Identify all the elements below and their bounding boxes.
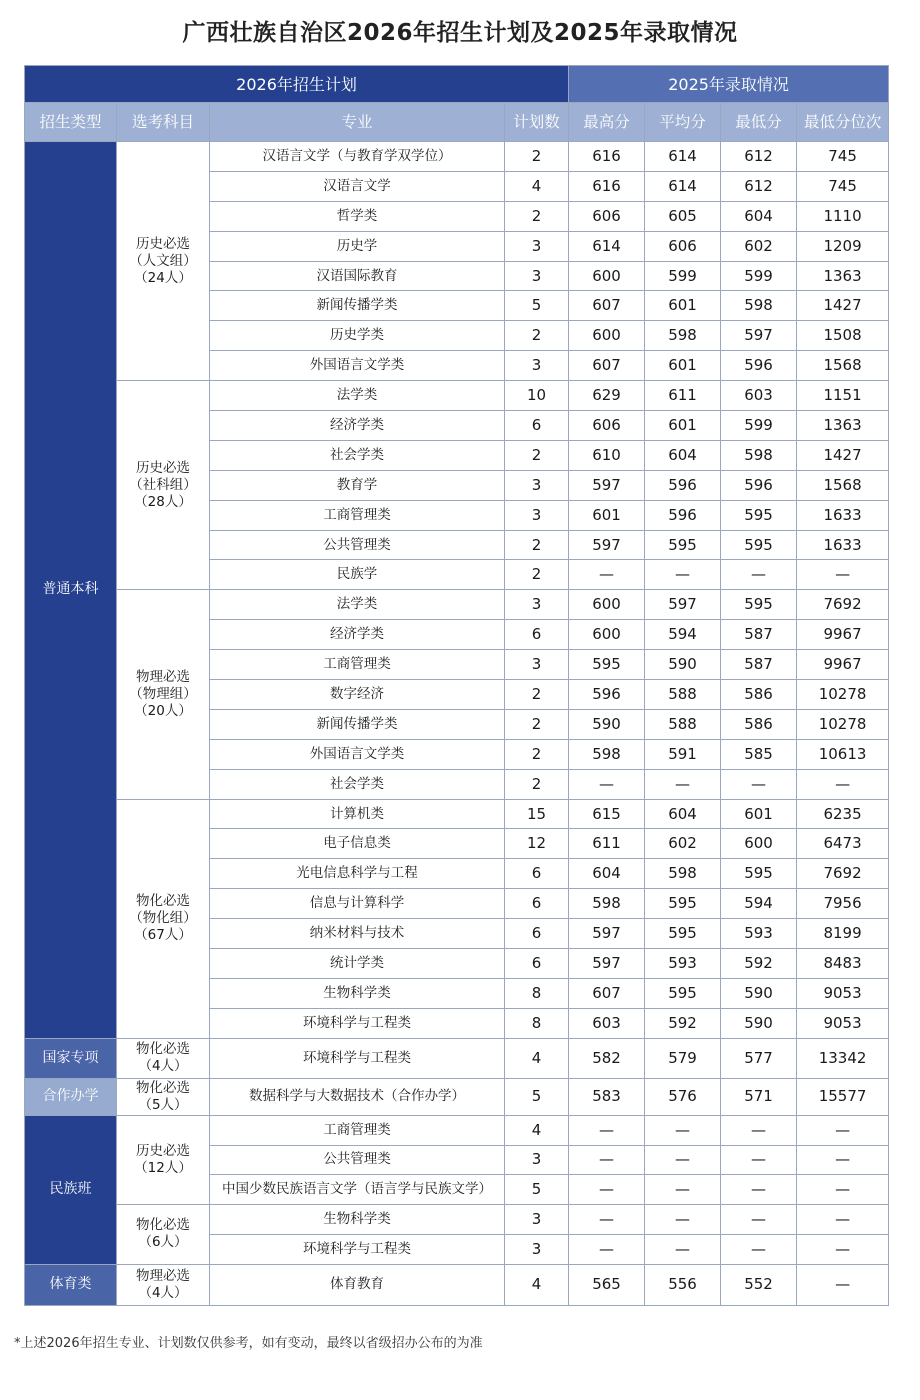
max-score-cell: 607: [569, 978, 645, 1008]
min-score-cell: 587: [721, 620, 797, 650]
footnote: *上述2026年招生专业、计划数仅供参考，如有变动，最终以省级招办公布的为准: [14, 1336, 483, 1351]
table-row: [25, 1038, 889, 1078]
plan-count-cell: 2: [505, 142, 569, 172]
avg-score-cell: 601: [645, 351, 721, 381]
min-score-cell: 590: [721, 978, 797, 1008]
min-rank-cell: 8199: [797, 919, 889, 949]
major-cell: 公共管理类: [210, 1145, 505, 1175]
min-rank-cell: 10278: [797, 680, 889, 710]
avg-score-cell: —: [645, 1234, 721, 1264]
min-score-cell: 587: [721, 650, 797, 680]
max-score-cell: —: [569, 1115, 645, 1145]
min-rank-cell: —: [797, 1175, 889, 1205]
max-score-cell: 598: [569, 739, 645, 769]
min-score-cell: 601: [721, 799, 797, 829]
major-cell: 信息与计算科学: [210, 889, 505, 919]
page-title: 广西壮族自治区2026年招生计划及2025年录取情况: [182, 20, 738, 46]
max-score-cell: 614: [569, 231, 645, 261]
plan-count-cell: 6: [505, 620, 569, 650]
col-header-max: 最高分: [569, 103, 645, 142]
plan-count-cell: 6: [505, 889, 569, 919]
min-rank-cell: 15577: [797, 1078, 889, 1115]
subject-group-line: 物化必选: [136, 893, 190, 910]
subject-group-line: （20人）: [134, 702, 192, 719]
min-score-cell: 577: [721, 1038, 797, 1078]
major-cell: 外国语言文学类: [210, 351, 505, 381]
subject-group-line: 历史必选: [136, 459, 190, 476]
plan-count-cell: 3: [505, 650, 569, 680]
major-cell: 电子信息类: [210, 829, 505, 859]
plan-count-cell: 5: [505, 1078, 569, 1115]
max-score-cell: 597: [569, 470, 645, 500]
min-rank-cell: 10613: [797, 739, 889, 769]
min-rank-cell: 1568: [797, 470, 889, 500]
max-score-cell: 629: [569, 381, 645, 411]
major-cell: 民族学: [210, 560, 505, 590]
min-rank-cell: 13342: [797, 1038, 889, 1078]
max-score-cell: 615: [569, 799, 645, 829]
max-score-cell: 607: [569, 351, 645, 381]
avg-score-cell: 556: [645, 1264, 721, 1305]
min-score-cell: 596: [721, 351, 797, 381]
major-cell: 中国少数民族语言文学（语言学与民族文学）: [210, 1175, 505, 1205]
plan-count-cell: 3: [505, 590, 569, 620]
major-cell: 汉语言文学: [210, 171, 505, 201]
min-score-cell: —: [721, 1175, 797, 1205]
major-cell: 工商管理类: [210, 500, 505, 530]
admission-table: [24, 65, 889, 1306]
max-score-cell: —: [569, 1145, 645, 1175]
min-score-cell: 586: [721, 680, 797, 710]
plan-group-header: 2026年招生计划: [25, 66, 569, 103]
avg-score-cell: 588: [645, 709, 721, 739]
table-row: [25, 799, 889, 829]
col-header-avg: 平均分: [645, 103, 721, 142]
min-score-cell: 598: [721, 440, 797, 470]
min-score-cell: 612: [721, 142, 797, 172]
subject-group-cell: [117, 799, 210, 1038]
plan-count-cell: 6: [505, 949, 569, 979]
subject-group-line: 物理必选: [136, 668, 190, 685]
min-score-cell: 604: [721, 201, 797, 231]
subject-group-line: （4人）: [138, 1284, 188, 1301]
min-rank-cell: 1568: [797, 351, 889, 381]
avg-score-cell: 595: [645, 919, 721, 949]
plan-count-cell: 3: [505, 470, 569, 500]
max-score-cell: —: [569, 560, 645, 590]
plan-count-cell: 4: [505, 1264, 569, 1305]
min-rank-cell: —: [797, 560, 889, 590]
max-score-cell: 606: [569, 201, 645, 231]
avg-score-cell: 602: [645, 829, 721, 859]
max-score-cell: 600: [569, 261, 645, 291]
avg-score-cell: 591: [645, 739, 721, 769]
min-score-cell: 571: [721, 1078, 797, 1115]
subject-group-line: （28人）: [134, 493, 192, 510]
major-cell: 外国语言文学类: [210, 739, 505, 769]
avg-score-cell: —: [645, 1175, 721, 1205]
max-score-cell: 611: [569, 829, 645, 859]
max-score-cell: 597: [569, 919, 645, 949]
subject-group-line: （67人）: [134, 927, 192, 944]
avg-score-cell: 588: [645, 680, 721, 710]
plan-count-cell: 2: [505, 201, 569, 231]
subject-group-cell: [117, 1078, 210, 1115]
min-score-cell: 603: [721, 381, 797, 411]
max-score-cell: 616: [569, 171, 645, 201]
major-cell: 历史学类: [210, 321, 505, 351]
subject-group-line: （5人）: [138, 1096, 188, 1113]
table-row: [25, 381, 889, 411]
subject-group-line: （物理组）: [129, 685, 197, 702]
avg-score-cell: 590: [645, 650, 721, 680]
subject-group-cell: [117, 381, 210, 590]
min-score-cell: —: [721, 769, 797, 799]
col-header-min-rank: 最低分位次: [797, 103, 889, 142]
major-cell: 工商管理类: [210, 650, 505, 680]
admission-type-cell: 民族班: [25, 1115, 117, 1264]
min-rank-cell: 1508: [797, 321, 889, 351]
min-rank-cell: 1427: [797, 291, 889, 321]
max-score-cell: 565: [569, 1264, 645, 1305]
max-score-cell: 604: [569, 859, 645, 889]
avg-score-cell: —: [645, 1205, 721, 1235]
col-header-min: 最低分: [721, 103, 797, 142]
subject-group-line: 历史必选: [136, 1142, 190, 1159]
max-score-cell: 600: [569, 590, 645, 620]
max-score-cell: 600: [569, 321, 645, 351]
plan-count-cell: 4: [505, 171, 569, 201]
min-rank-cell: 1427: [797, 440, 889, 470]
min-score-cell: 599: [721, 411, 797, 441]
table-row: [25, 142, 889, 172]
min-rank-cell: 1363: [797, 261, 889, 291]
major-cell: 新闻传播学类: [210, 291, 505, 321]
major-cell: 汉语言文学（与教育学双学位）: [210, 142, 505, 172]
col-header-type: 招生类型: [25, 103, 117, 142]
table-row: [25, 1264, 889, 1305]
major-cell: 社会学类: [210, 769, 505, 799]
min-rank-cell: 7692: [797, 590, 889, 620]
max-score-cell: 610: [569, 440, 645, 470]
max-score-cell: —: [569, 1234, 645, 1264]
plan-count-cell: 10: [505, 381, 569, 411]
min-rank-cell: 1633: [797, 530, 889, 560]
major-cell: 法学类: [210, 381, 505, 411]
plan-count-cell: 3: [505, 231, 569, 261]
plan-count-cell: 4: [505, 1115, 569, 1145]
table-row: [25, 1078, 889, 1115]
plan-count-cell: 12: [505, 829, 569, 859]
max-score-cell: 603: [569, 1008, 645, 1038]
plan-count-cell: 8: [505, 1008, 569, 1038]
plan-count-cell: 2: [505, 769, 569, 799]
major-cell: 环境科学与工程类: [210, 1008, 505, 1038]
subject-group-cell: [117, 1264, 210, 1305]
max-score-cell: 582: [569, 1038, 645, 1078]
avg-score-cell: 598: [645, 859, 721, 889]
admission-type-cell: 体育类: [25, 1264, 117, 1305]
plan-count-cell: 15: [505, 799, 569, 829]
max-score-cell: 597: [569, 530, 645, 560]
plan-count-cell: 2: [505, 530, 569, 560]
major-cell: 经济学类: [210, 411, 505, 441]
subject-group-line: 历史必选: [136, 235, 190, 252]
plan-count-cell: 6: [505, 919, 569, 949]
avg-score-cell: —: [645, 1145, 721, 1175]
avg-score-cell: 594: [645, 620, 721, 650]
min-score-cell: 586: [721, 709, 797, 739]
min-score-cell: 600: [721, 829, 797, 859]
plan-count-cell: 3: [505, 1145, 569, 1175]
plan-count-cell: 3: [505, 261, 569, 291]
admission-type-cell: 国家专项: [25, 1038, 117, 1078]
table-body: [25, 142, 889, 1306]
subject-group-line: （4人）: [138, 1058, 188, 1075]
plan-count-cell: 2: [505, 680, 569, 710]
max-score-cell: 601: [569, 500, 645, 530]
max-score-cell: 595: [569, 650, 645, 680]
max-score-cell: 600: [569, 620, 645, 650]
subject-group-line: （社科组）: [129, 476, 197, 493]
subject-group-line: （12人）: [134, 1159, 192, 1176]
avg-score-cell: —: [645, 560, 721, 590]
min-rank-cell: 1151: [797, 381, 889, 411]
major-cell: 体育教育: [210, 1264, 505, 1305]
major-cell: 数据科学与大数据技术（合作办学）: [210, 1078, 505, 1115]
major-cell: 生物科学类: [210, 1205, 505, 1235]
major-cell: 新闻传播学类: [210, 709, 505, 739]
min-score-cell: 596: [721, 470, 797, 500]
col-header-plan: 计划数: [505, 103, 569, 142]
avg-score-cell: —: [645, 1115, 721, 1145]
max-score-cell: 606: [569, 411, 645, 441]
major-cell: 哲学类: [210, 201, 505, 231]
plan-count-cell: 3: [505, 500, 569, 530]
min-rank-cell: 745: [797, 142, 889, 172]
avg-score-cell: 614: [645, 171, 721, 201]
major-cell: 环境科学与工程类: [210, 1234, 505, 1264]
avg-score-cell: 596: [645, 470, 721, 500]
max-score-cell: 597: [569, 949, 645, 979]
min-score-cell: 595: [721, 859, 797, 889]
min-rank-cell: 9053: [797, 978, 889, 1008]
plan-count-cell: 3: [505, 1234, 569, 1264]
major-cell: 历史学: [210, 231, 505, 261]
major-cell: 计算机类: [210, 799, 505, 829]
plan-count-cell: 3: [505, 1205, 569, 1235]
max-score-cell: —: [569, 1175, 645, 1205]
subject-group-line: （24人）: [134, 269, 192, 286]
avg-score-cell: 604: [645, 440, 721, 470]
min-rank-cell: 9967: [797, 620, 889, 650]
admission-type-cell: 合作办学: [25, 1078, 117, 1115]
min-score-cell: 595: [721, 500, 797, 530]
min-score-cell: 598: [721, 291, 797, 321]
major-cell: 环境科学与工程类: [210, 1038, 505, 1078]
subject-group-line: （人文组）: [129, 252, 197, 269]
min-score-cell: —: [721, 560, 797, 590]
min-rank-cell: 6473: [797, 829, 889, 859]
min-score-cell: 585: [721, 739, 797, 769]
avg-score-cell: 579: [645, 1038, 721, 1078]
column-header-row: [25, 103, 889, 142]
avg-score-cell: —: [645, 769, 721, 799]
min-score-cell: 612: [721, 171, 797, 201]
min-rank-cell: 7692: [797, 859, 889, 889]
subject-group-line: 物化必选: [136, 1079, 190, 1096]
min-rank-cell: 10278: [797, 709, 889, 739]
subject-group-cell: [117, 1038, 210, 1078]
min-rank-cell: 6235: [797, 799, 889, 829]
plan-count-cell: 2: [505, 560, 569, 590]
min-score-cell: 595: [721, 590, 797, 620]
avg-score-cell: 601: [645, 411, 721, 441]
avg-score-cell: 595: [645, 889, 721, 919]
subject-group-cell: [117, 590, 210, 799]
min-score-cell: 592: [721, 949, 797, 979]
major-cell: 数字经济: [210, 680, 505, 710]
plan-count-cell: 2: [505, 321, 569, 351]
min-score-cell: 594: [721, 889, 797, 919]
max-score-cell: 607: [569, 291, 645, 321]
subject-group-line: 物理必选: [136, 1267, 190, 1284]
max-score-cell: 598: [569, 889, 645, 919]
avg-score-cell: 595: [645, 978, 721, 1008]
subject-group-line: （6人）: [138, 1234, 188, 1251]
min-rank-cell: 9967: [797, 650, 889, 680]
plan-count-cell: 2: [505, 739, 569, 769]
min-rank-cell: —: [797, 1145, 889, 1175]
plan-count-cell: 8: [505, 978, 569, 1008]
major-cell: 生物科学类: [210, 978, 505, 1008]
admission-group-header: 2025年录取情况: [569, 66, 889, 103]
min-rank-cell: —: [797, 1234, 889, 1264]
major-cell: 汉语国际教育: [210, 261, 505, 291]
subject-group-line: 物化必选: [136, 1041, 190, 1058]
major-cell: 经济学类: [210, 620, 505, 650]
subject-group-line: （物化组）: [129, 910, 197, 927]
max-score-cell: 616: [569, 142, 645, 172]
major-cell: 公共管理类: [210, 530, 505, 560]
min-rank-cell: 1209: [797, 231, 889, 261]
min-rank-cell: 745: [797, 171, 889, 201]
min-rank-cell: 7956: [797, 889, 889, 919]
min-score-cell: —: [721, 1145, 797, 1175]
avg-score-cell: 604: [645, 799, 721, 829]
col-header-subjects: 选考科目: [117, 103, 210, 142]
min-score-cell: 593: [721, 919, 797, 949]
plan-count-cell: 4: [505, 1038, 569, 1078]
min-score-cell: 552: [721, 1264, 797, 1305]
min-score-cell: 595: [721, 530, 797, 560]
max-score-cell: 590: [569, 709, 645, 739]
avg-score-cell: 599: [645, 261, 721, 291]
max-score-cell: —: [569, 769, 645, 799]
plan-count-cell: 2: [505, 709, 569, 739]
major-cell: 统计学类: [210, 949, 505, 979]
plan-count-cell: 6: [505, 859, 569, 889]
min-score-cell: 602: [721, 231, 797, 261]
table-row: [25, 1205, 889, 1235]
max-score-cell: 583: [569, 1078, 645, 1115]
avg-score-cell: 614: [645, 142, 721, 172]
min-score-cell: —: [721, 1115, 797, 1145]
major-cell: 纳米材料与技术: [210, 919, 505, 949]
min-rank-cell: 8483: [797, 949, 889, 979]
plan-count-cell: 5: [505, 291, 569, 321]
group-header-row: [25, 66, 889, 103]
min-rank-cell: 1363: [797, 411, 889, 441]
min-score-cell: —: [721, 1205, 797, 1235]
min-score-cell: 599: [721, 261, 797, 291]
plan-count-cell: 6: [505, 411, 569, 441]
avg-score-cell: 592: [645, 1008, 721, 1038]
avg-score-cell: 611: [645, 381, 721, 411]
major-cell: 教育学: [210, 470, 505, 500]
min-rank-cell: 1633: [797, 500, 889, 530]
major-cell: 社会学类: [210, 440, 505, 470]
min-score-cell: 597: [721, 321, 797, 351]
avg-score-cell: 597: [645, 590, 721, 620]
max-score-cell: 596: [569, 680, 645, 710]
major-cell: 工商管理类: [210, 1115, 505, 1145]
avg-score-cell: 601: [645, 291, 721, 321]
subject-group-cell: [117, 1205, 210, 1265]
avg-score-cell: 596: [645, 500, 721, 530]
plan-count-cell: 3: [505, 351, 569, 381]
min-rank-cell: 9053: [797, 1008, 889, 1038]
min-score-cell: 590: [721, 1008, 797, 1038]
min-rank-cell: —: [797, 1115, 889, 1145]
major-cell: 光电信息科学与工程: [210, 859, 505, 889]
min-rank-cell: 1110: [797, 201, 889, 231]
avg-score-cell: 593: [645, 949, 721, 979]
subject-group-cell: [117, 1115, 210, 1204]
major-cell: 法学类: [210, 590, 505, 620]
table-row: [25, 590, 889, 620]
subject-group-cell: [117, 142, 210, 381]
min-score-cell: —: [721, 1234, 797, 1264]
min-rank-cell: —: [797, 1264, 889, 1305]
avg-score-cell: 605: [645, 201, 721, 231]
avg-score-cell: 576: [645, 1078, 721, 1115]
max-score-cell: —: [569, 1205, 645, 1235]
min-rank-cell: —: [797, 1205, 889, 1235]
avg-score-cell: 598: [645, 321, 721, 351]
admission-type-cell: 普通本科: [25, 142, 117, 1039]
plan-count-cell: 5: [505, 1175, 569, 1205]
col-header-major: 专业: [210, 103, 505, 142]
avg-score-cell: 606: [645, 231, 721, 261]
table-row: [25, 1115, 889, 1145]
avg-score-cell: 595: [645, 530, 721, 560]
min-rank-cell: —: [797, 769, 889, 799]
subject-group-line: 物化必选: [136, 1217, 190, 1234]
plan-count-cell: 2: [505, 440, 569, 470]
